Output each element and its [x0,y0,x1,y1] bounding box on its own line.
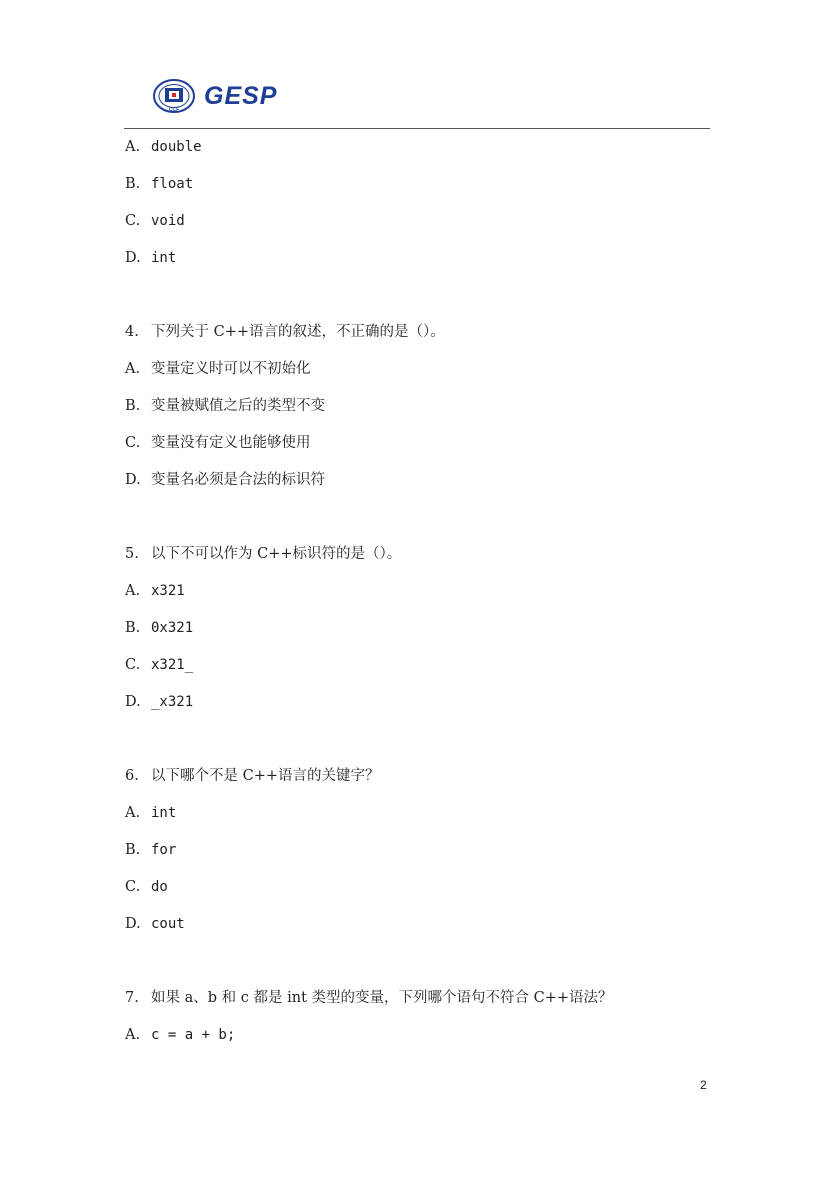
header-divider [124,128,710,129]
option-a: A. x321 [125,583,185,599]
option-a: A. c = a + b; [125,1027,236,1043]
header-logo [152,78,277,114]
option-c: C. 变量没有定义也能够使用 [125,435,311,451]
option-b: B. 变量被赋值之后的类型不变 [125,398,325,414]
option-b: B. for [125,842,177,858]
seal-text: CCF [168,107,180,113]
question-7 [125,987,710,1046]
question-text: 4. 下列关于 C++语言的叙述，不正确的是（）。 [125,324,445,340]
option-a: A. double [125,139,202,155]
option-d: D. _x321 [125,694,194,710]
option-d: D. int [125,250,177,266]
option-d: D. 变量名必须是合法的标识符 [125,472,325,488]
question-6 [125,765,710,935]
option-b: B. 0x321 [125,620,194,636]
question-text: 6. 以下哪个不是 C++语言的关键字？ [125,768,380,784]
option-c: C. void [125,213,185,229]
question-4 [125,321,710,491]
question-list [125,136,710,1046]
option-c: C. x321_ [125,657,194,673]
question-3 [125,136,710,269]
logo-text: GESP [204,81,278,110]
option-d: D. cout [125,916,185,932]
page-number: 2 [700,1078,707,1092]
question-5 [125,543,710,713]
option-a: A. 变量定义时可以不初始化 [125,361,311,377]
question-text: 7. 如果 a、b 和 c 都是 int 类型的变量，下列哪个语句不符合 C++语法？ [125,990,613,1006]
ccf-seal-icon [152,78,196,114]
option-b: B. float [125,176,194,192]
option-a: A. int [125,805,177,821]
question-text: 5. 以下不可以作为 C++标识符的是（）。 [125,546,402,562]
option-c: C. do [125,879,168,895]
